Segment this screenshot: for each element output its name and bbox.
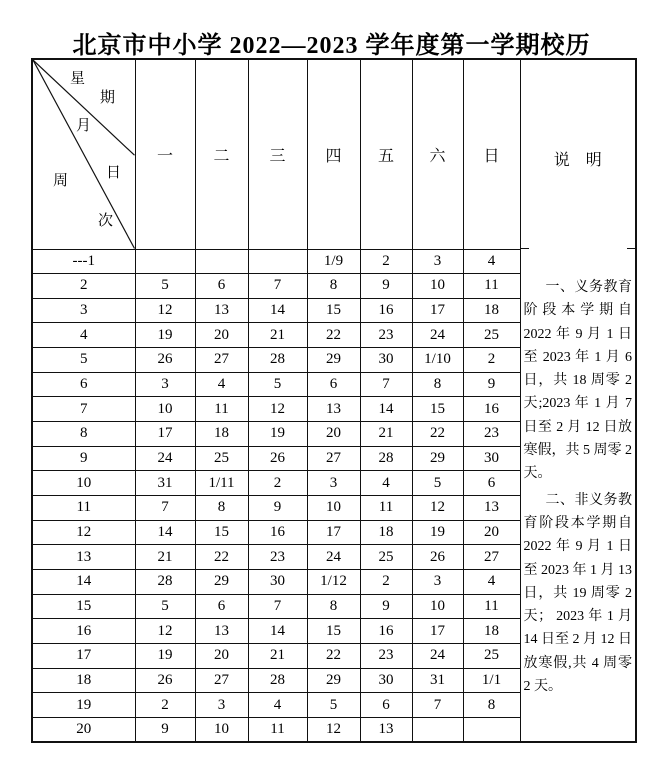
date-cell: 23 bbox=[360, 323, 412, 348]
date-cell: 7 bbox=[135, 496, 195, 521]
date-cell: 20 bbox=[463, 520, 520, 545]
date-cell: 4 bbox=[360, 471, 412, 496]
date-cell: 13 bbox=[307, 397, 360, 422]
corner-label-week-1: 周 bbox=[53, 173, 69, 189]
date-cell: 10 bbox=[412, 274, 463, 299]
date-cell: 19 bbox=[135, 323, 195, 348]
date-cell: 26 bbox=[135, 348, 195, 373]
date-cell: 9 bbox=[360, 594, 412, 619]
date-cell: 17 bbox=[307, 520, 360, 545]
date-cell: 25 bbox=[195, 446, 248, 471]
note-line: 一、义务教育 bbox=[545, 280, 632, 295]
week-number-cell: 10 bbox=[32, 471, 135, 496]
date-cell: 3 bbox=[195, 693, 248, 718]
date-cell: 29 bbox=[412, 446, 463, 471]
date-cell: 14 bbox=[248, 298, 307, 323]
date-cell: 9 bbox=[463, 372, 520, 397]
note-line: 阶段本学期自 bbox=[523, 303, 632, 319]
date-cell: 10 bbox=[195, 717, 248, 742]
date-cell: 24 bbox=[412, 644, 463, 669]
date-cell: 3 bbox=[412, 249, 463, 274]
date-cell: 5 bbox=[135, 594, 195, 619]
week-number-cell: 18 bbox=[32, 668, 135, 693]
corner-label-week-2: 次 bbox=[98, 213, 114, 229]
date-cell: 13 bbox=[195, 298, 248, 323]
date-cell: 31 bbox=[412, 668, 463, 693]
week-number-cell: 8 bbox=[32, 422, 135, 447]
date-cell: 29 bbox=[307, 668, 360, 693]
date-cell: 4 bbox=[463, 570, 520, 595]
date-cell: 24 bbox=[412, 323, 463, 348]
date-cell: 21 bbox=[248, 644, 307, 669]
date-cell: 23 bbox=[248, 545, 307, 570]
week-number-cell: 7 bbox=[32, 397, 135, 422]
date-cell: 24 bbox=[135, 446, 195, 471]
date-cell: 15 bbox=[195, 520, 248, 545]
week-number-cell: 19 bbox=[32, 693, 135, 718]
notes-header: 说 明 bbox=[553, 151, 602, 169]
diagonal-lines-icon bbox=[33, 60, 135, 249]
week-number-cell: 15 bbox=[32, 594, 135, 619]
date-cell: 12 bbox=[412, 496, 463, 521]
date-cell: 27 bbox=[195, 348, 248, 373]
date-cell: 1/9 bbox=[307, 249, 360, 274]
date-cell: 24 bbox=[307, 545, 360, 570]
date-cell: 19 bbox=[135, 644, 195, 669]
date-cell: 8 bbox=[463, 693, 520, 718]
week-number-cell: 9 bbox=[32, 446, 135, 471]
date-cell: 5 bbox=[135, 274, 195, 299]
date-cell: 7 bbox=[412, 693, 463, 718]
date-cell: 3 bbox=[307, 471, 360, 496]
date-cell: 17 bbox=[412, 298, 463, 323]
week-number-cell: 12 bbox=[32, 520, 135, 545]
date-cell: 27 bbox=[307, 446, 360, 471]
day-header-tue: 二 bbox=[195, 59, 248, 249]
note-line: 天； 2023 年 1 月 bbox=[523, 609, 632, 625]
note-line: 育阶段本学期自 bbox=[523, 515, 632, 531]
date-cell: 29 bbox=[195, 570, 248, 595]
date-cell: 1/12 bbox=[307, 570, 360, 595]
date-cell: 20 bbox=[307, 422, 360, 447]
date-cell: 16 bbox=[248, 520, 307, 545]
date-cell: 1/1 bbox=[463, 668, 520, 693]
date-cell: 5 bbox=[307, 693, 360, 718]
date-cell: 17 bbox=[135, 422, 195, 447]
calendar-body bbox=[32, 59, 636, 742]
date-cell: 19 bbox=[412, 520, 463, 545]
date-cell: 28 bbox=[360, 446, 412, 471]
date-cell: 11 bbox=[248, 717, 307, 742]
date-cell: 16 bbox=[360, 298, 412, 323]
date-cell: 19 bbox=[248, 422, 307, 447]
date-cell: 18 bbox=[195, 422, 248, 447]
date-cell: 1/10 bbox=[412, 348, 463, 373]
week-number-cell: 2 bbox=[32, 274, 135, 299]
date-cell: 21 bbox=[135, 545, 195, 570]
date-cell: 5 bbox=[248, 372, 307, 397]
date-cell: 26 bbox=[248, 446, 307, 471]
week-number-cell: 5 bbox=[32, 348, 135, 373]
date-cell: 27 bbox=[195, 668, 248, 693]
date-cell: 9 bbox=[360, 274, 412, 299]
date-cell: 2 bbox=[135, 693, 195, 718]
date-cell: 3 bbox=[412, 570, 463, 595]
date-cell: 2 bbox=[360, 570, 412, 595]
document-title: 北京市中小学 2022—2023 学年度第一学期校历 bbox=[72, 33, 591, 59]
date-cell: 22 bbox=[307, 323, 360, 348]
date-cell: 9 bbox=[135, 717, 195, 742]
note-paragraph bbox=[524, 489, 633, 699]
date-cell: 12 bbox=[135, 619, 195, 644]
date-cell: 23 bbox=[360, 644, 412, 669]
date-cell: 13 bbox=[360, 717, 412, 742]
corner-label-weekday-2: 期 bbox=[100, 90, 116, 106]
notes-text bbox=[521, 276, 636, 698]
note-paragraph bbox=[524, 276, 633, 486]
date-cell: 18 bbox=[463, 298, 520, 323]
week-number-cell: 4 bbox=[32, 323, 135, 348]
date-cell: 10 bbox=[135, 397, 195, 422]
week-number-cell: 3 bbox=[32, 298, 135, 323]
note-line: 至 2023 年 1 月 13 bbox=[523, 562, 632, 578]
date-cell: 20 bbox=[195, 644, 248, 669]
date-cell bbox=[195, 249, 248, 274]
date-cell: 20 bbox=[195, 323, 248, 348]
date-cell: 8 bbox=[195, 496, 248, 521]
date-cell: 23 bbox=[463, 422, 520, 447]
week-number-cell: 17 bbox=[32, 644, 135, 669]
date-cell: 30 bbox=[360, 348, 412, 373]
day-header-sat: 六 bbox=[412, 59, 463, 249]
header-row bbox=[32, 59, 636, 249]
date-cell: 4 bbox=[248, 693, 307, 718]
date-cell: 13 bbox=[463, 496, 520, 521]
date-cell: 11 bbox=[463, 594, 520, 619]
date-cell: 6 bbox=[360, 693, 412, 718]
date-cell: 15 bbox=[307, 298, 360, 323]
date-cell: 14 bbox=[135, 520, 195, 545]
date-cell: 6 bbox=[195, 594, 248, 619]
date-cell: 16 bbox=[360, 619, 412, 644]
note-line: 寒假，共 5 周零 2 bbox=[523, 443, 632, 459]
note-line: 天。 bbox=[523, 466, 552, 482]
date-cell: 21 bbox=[248, 323, 307, 348]
date-cell: 8 bbox=[307, 274, 360, 299]
date-cell: 8 bbox=[412, 372, 463, 397]
week-number-cell: ---1 bbox=[32, 249, 135, 274]
note-line: 日，共 18 周零 2 bbox=[523, 373, 632, 389]
day-header-fri: 五 bbox=[360, 59, 412, 249]
date-cell: 18 bbox=[360, 520, 412, 545]
day-header-mon: 一 bbox=[135, 59, 195, 249]
date-cell: 14 bbox=[360, 397, 412, 422]
week-number-cell: 6 bbox=[32, 372, 135, 397]
date-cell: 3 bbox=[135, 372, 195, 397]
border-tick-left bbox=[521, 248, 529, 249]
date-cell: 6 bbox=[463, 471, 520, 496]
date-cell: 22 bbox=[412, 422, 463, 447]
date-cell: 6 bbox=[195, 274, 248, 299]
date-cell: 30 bbox=[248, 570, 307, 595]
date-cell: 7 bbox=[248, 274, 307, 299]
date-cell: 15 bbox=[307, 619, 360, 644]
date-cell: 14 bbox=[248, 619, 307, 644]
date-cell: 28 bbox=[135, 570, 195, 595]
note-line: 放寒假,共 4 周零 bbox=[523, 655, 632, 671]
day-header-wed: 三 bbox=[248, 59, 307, 249]
note-line: 2022 年 9 月 1 日 bbox=[523, 326, 632, 342]
date-cell: 11 bbox=[360, 496, 412, 521]
note-line: 日至 2 月 12 日放 bbox=[523, 419, 632, 435]
week-number-cell: 11 bbox=[32, 496, 135, 521]
week-number-cell: 14 bbox=[32, 570, 135, 595]
date-cell: 25 bbox=[360, 545, 412, 570]
date-cell: 22 bbox=[307, 644, 360, 669]
week-number-cell: 13 bbox=[32, 545, 135, 570]
date-cell: 10 bbox=[307, 496, 360, 521]
note-line: 二、非义务教 bbox=[545, 492, 632, 508]
date-cell: 28 bbox=[248, 348, 307, 373]
date-cell: 10 bbox=[412, 594, 463, 619]
date-cell: 16 bbox=[463, 397, 520, 422]
note-line: 至 2023 年 1 月 6 bbox=[523, 349, 632, 365]
date-cell: 4 bbox=[195, 372, 248, 397]
date-cell: 12 bbox=[248, 397, 307, 422]
date-cell bbox=[463, 717, 520, 742]
day-header-sun: 日 bbox=[463, 59, 520, 249]
date-cell: 2 bbox=[463, 348, 520, 373]
corner-cell bbox=[32, 59, 135, 249]
date-cell: 29 bbox=[307, 348, 360, 373]
date-cell: 11 bbox=[463, 274, 520, 299]
note-line: 2 天。 bbox=[523, 679, 562, 695]
date-cell: 2 bbox=[248, 471, 307, 496]
corner-label-day: 日 bbox=[106, 165, 122, 181]
week-number-cell: 16 bbox=[32, 619, 135, 644]
date-cell: 22 bbox=[195, 545, 248, 570]
corner-label-weekday-1: 星 bbox=[70, 71, 86, 87]
date-cell: 17 bbox=[412, 619, 463, 644]
date-cell: 18 bbox=[463, 619, 520, 644]
date-cell: 7 bbox=[248, 594, 307, 619]
note-line: 天;2023 年 1 月 7 bbox=[523, 396, 632, 412]
date-cell: 12 bbox=[135, 298, 195, 323]
date-cell: 21 bbox=[360, 422, 412, 447]
date-cell: 13 bbox=[195, 619, 248, 644]
date-cell: 25 bbox=[463, 323, 520, 348]
note-line: 2022 年 9 月 1 日 bbox=[523, 539, 632, 555]
date-cell: 30 bbox=[463, 446, 520, 471]
date-cell: 25 bbox=[463, 644, 520, 669]
notes-column bbox=[520, 59, 636, 742]
date-cell: 12 bbox=[307, 717, 360, 742]
date-cell: 9 bbox=[248, 496, 307, 521]
date-cell bbox=[412, 717, 463, 742]
date-cell: 26 bbox=[412, 545, 463, 570]
week-number-cell: 20 bbox=[32, 717, 135, 742]
date-cell: 31 bbox=[135, 471, 195, 496]
date-cell: 4 bbox=[463, 249, 520, 274]
date-cell: 15 bbox=[412, 397, 463, 422]
date-cell: 7 bbox=[360, 372, 412, 397]
date-cell: 28 bbox=[248, 668, 307, 693]
date-cell: 6 bbox=[307, 372, 360, 397]
day-header-thu: 四 bbox=[307, 59, 360, 249]
note-line: 14 日至 2 月 12 日 bbox=[523, 632, 632, 648]
date-cell: 27 bbox=[463, 545, 520, 570]
date-cell: 2 bbox=[360, 249, 412, 274]
date-cell bbox=[248, 249, 307, 274]
date-cell: 30 bbox=[360, 668, 412, 693]
calendar-table bbox=[31, 58, 637, 743]
note-line: 日，共 19 周零 2 bbox=[523, 585, 632, 601]
date-cell: 11 bbox=[195, 397, 248, 422]
date-cell bbox=[135, 249, 195, 274]
border-tick-right bbox=[627, 248, 635, 249]
date-cell: 26 bbox=[135, 668, 195, 693]
date-cell: 5 bbox=[412, 471, 463, 496]
date-cell: 8 bbox=[307, 594, 360, 619]
date-cell: 1/11 bbox=[195, 471, 248, 496]
corner-label-month: 月 bbox=[76, 118, 92, 134]
